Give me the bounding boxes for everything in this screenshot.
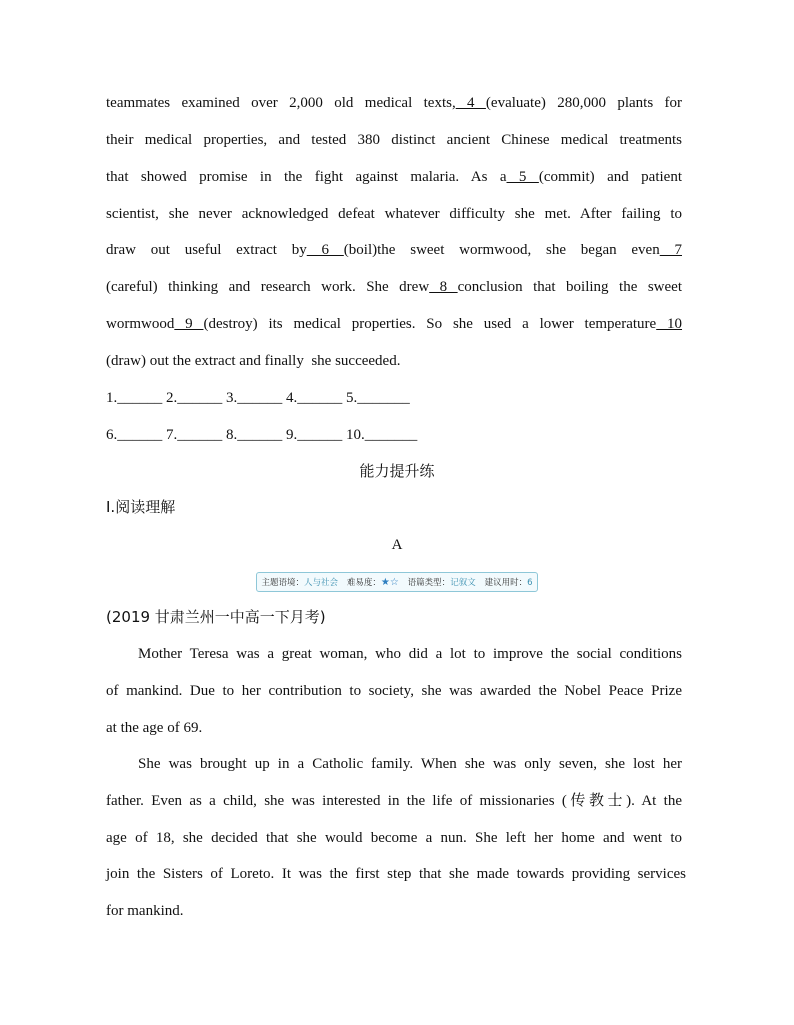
blank-7: 7: [659, 242, 682, 258]
passage-line-1: teammates examined over 2,000 old medical texts, 4 (evaluate) 280,000 plants for: [106, 95, 683, 111]
blank-10: 10: [656, 316, 683, 332]
passage-line-8: (draw) out the extract and finally she succeeded.: [106, 353, 401, 369]
reading-line-1: Mother Teresa was a great woman, who did a lot to improve the social conditions: [138, 646, 682, 662]
subsection-title: Ⅰ.阅读理解: [106, 498, 176, 516]
passage-line-2: their medical properties, and tested 380 distinct ancient Chinese medical treatments: [106, 132, 682, 148]
answer-row-2: 6.______ 7.______ 8.______ 9.______ 10._______: [106, 427, 418, 443]
passage-line-5: draw out useful extract by 6 (boil)the sweet wormwood, she began even 7: [106, 242, 682, 258]
blank-9: 9: [174, 316, 204, 332]
passage-info-bar: [256, 572, 538, 592]
blank-4: 4: [455, 95, 486, 111]
time-tag: 建议用时：6: [484, 578, 533, 588]
answer-row-1: 1.______ 2.______ 3.______ 4.______ 5._______: [106, 390, 410, 406]
star-icon: ★☆: [380, 577, 399, 588]
reading-line-2: of mankind. Due to her contribution to society, she was awarded the Nobel Peace Prize: [106, 683, 682, 699]
reading-line-5: father. Even as a child, she was interested in the life of missionaries (传教士). At the: [106, 793, 682, 809]
passage-line-4: scientist, she never acknowledged defeat whatever difficulty she met. After failing to: [106, 206, 682, 222]
difficulty-tag: 难易度：★☆: [346, 577, 399, 588]
source-note: (2019 甘肃兰州一中高一下月考): [106, 608, 326, 626]
reading-line-7: join the Sisters of Loreto. It was the first step that she made towards providing services: [106, 866, 686, 882]
passage-line-6: (careful) thinking and research work. She drew 8 conclusion that boiling the sweet: [106, 279, 682, 295]
theme-tag: 主题语境：人与社会: [261, 578, 338, 588]
passage-line-3: that showed promise in the fight against malaria. As a 5 (commit) and patient: [106, 169, 683, 185]
blank-6: 6: [306, 242, 344, 258]
passage-label: A: [391, 537, 403, 553]
blank-8: 8: [429, 279, 458, 295]
reading-line-6: age of 18, she decided that she would become a nun. She left her home and went to: [106, 830, 682, 846]
blank-5: 5: [506, 169, 539, 185]
reading-line-3: at the age of 69.: [106, 720, 203, 736]
genre-tag: 语篇类型：记叙文: [407, 578, 476, 588]
section-title: 能力提升练: [359, 462, 435, 480]
reading-line-8: for mankind.: [106, 903, 184, 919]
reading-line-4: She was brought up in a Catholic family. When she was only seven, she lost her: [138, 756, 682, 772]
passage-line-7: wormwood 9 (destroy) its medical properties. So she used a lower temperature 10: [106, 316, 683, 332]
